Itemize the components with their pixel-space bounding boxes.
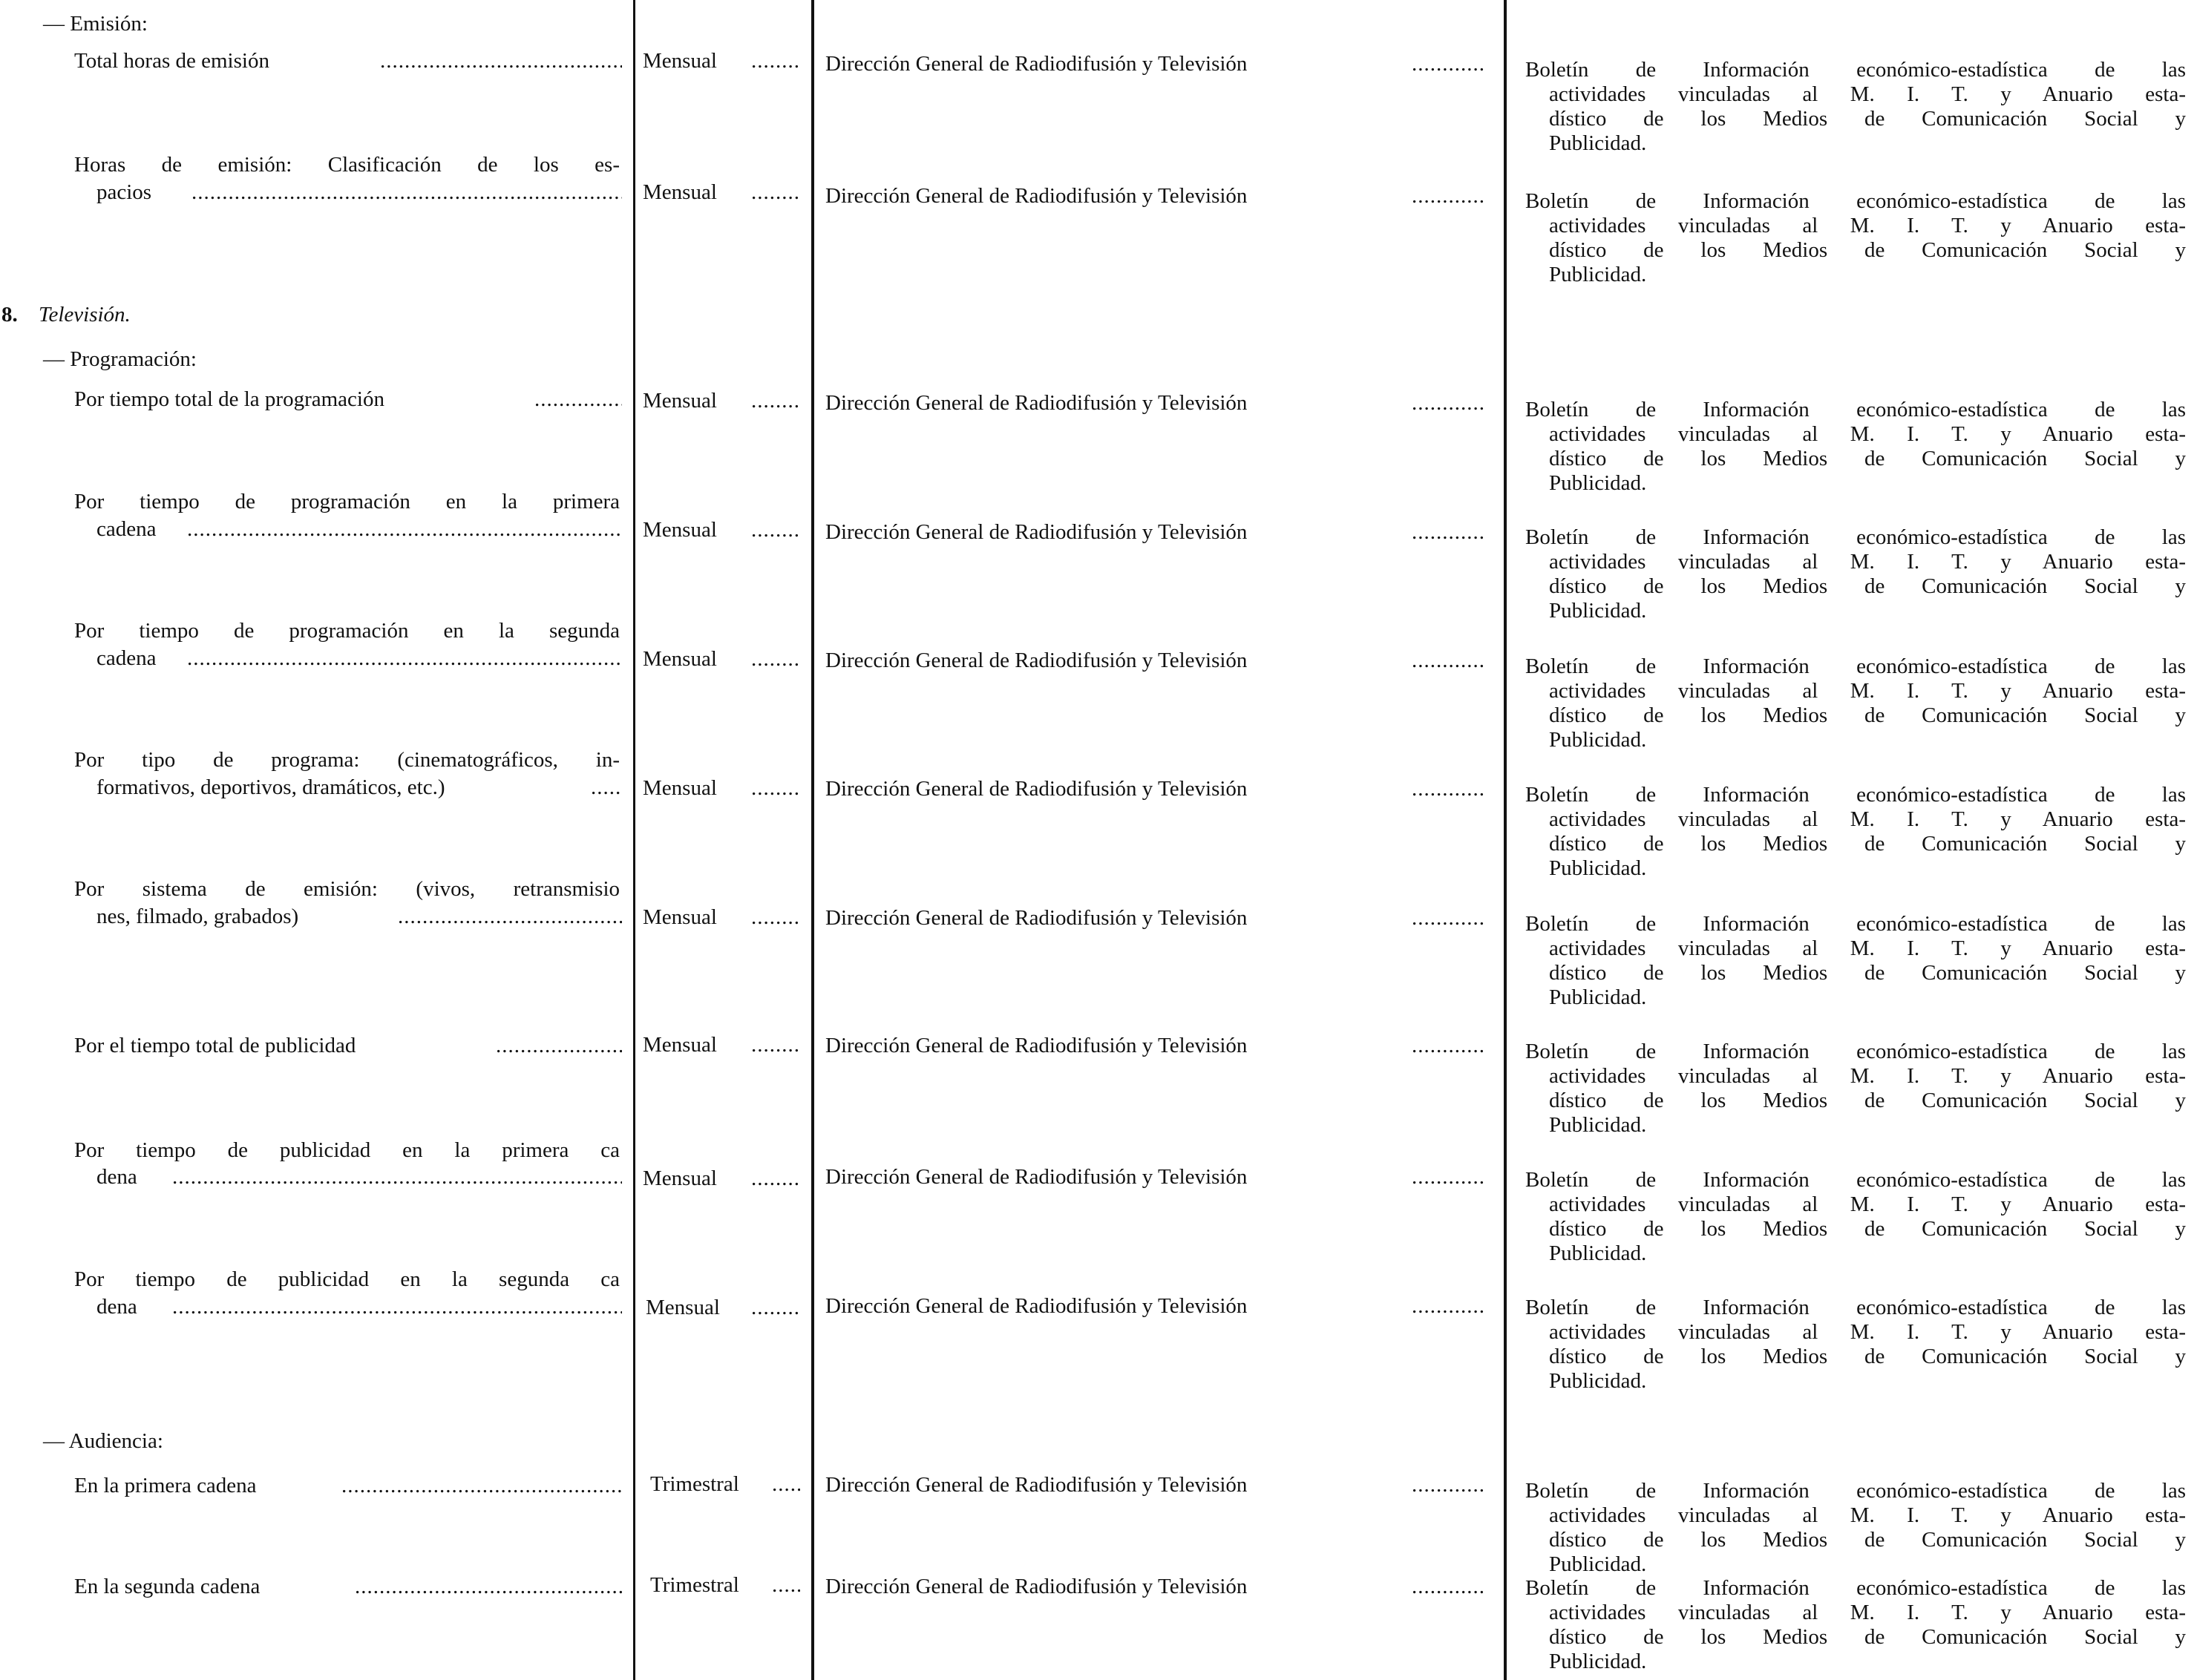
leader-dots xyxy=(380,49,622,73)
periodicity: Mensual xyxy=(643,518,717,542)
periodicity: Trimestral xyxy=(650,1573,739,1597)
organism: Dirección General de Radiodifusión y Televisión xyxy=(825,1034,1248,1057)
leader-dots xyxy=(751,1296,800,1320)
item-label-cont: dena xyxy=(96,1295,137,1319)
leader-dots xyxy=(187,517,622,542)
section-programacion: — Programación: xyxy=(43,347,197,371)
item-label-cont: cadena xyxy=(96,517,157,541)
item-label-cont: dena xyxy=(96,1165,137,1189)
leader-dots xyxy=(1412,520,1484,545)
item-label: En la segunda cadena xyxy=(74,1575,261,1598)
item-label: Horas de emisión: Clasificación de los es- xyxy=(74,153,620,177)
organism: Dirección General de Radiodifusión y Televisión xyxy=(825,52,1248,76)
leader-dots xyxy=(1412,1165,1484,1190)
section-emision: — Emisión: xyxy=(43,12,148,36)
periodicity: Mensual xyxy=(643,776,717,800)
leader-dots xyxy=(1412,391,1484,416)
periodicity: Mensual xyxy=(643,1167,717,1190)
item-label: Por tipo de programa: (cinematográficos, in- xyxy=(74,748,620,772)
organism: Dirección General de Radiodifusión y Televisión xyxy=(825,1575,1248,1598)
periodicity: Mensual xyxy=(643,389,717,413)
item-label: Por tiempo de programación en la primera xyxy=(74,490,620,513)
publication: Boletín de Información económico-estadística de las actividades vinculadas al M. I. T. y Anuario esta- dístico de los Medios de Comunicación Social y Publicidad. xyxy=(1525,525,2186,623)
leader-dots xyxy=(751,1033,800,1057)
item-label: En la primera cadena xyxy=(74,1474,257,1497)
leader-dots xyxy=(751,776,800,801)
leader-dots xyxy=(534,387,622,412)
organism: Dirección General de Radiodifusión y Televisión xyxy=(825,1165,1248,1189)
leader-dots xyxy=(772,1573,800,1598)
leader-dots xyxy=(1412,777,1484,801)
leader-dots xyxy=(751,180,800,205)
item-label: Por tiempo de programación en la segunda xyxy=(74,619,620,643)
leader-dots xyxy=(496,1034,622,1058)
periodicity: Mensual xyxy=(643,180,717,204)
section-television: Televisión. xyxy=(39,303,131,327)
leader-dots xyxy=(355,1575,622,1599)
periodicity: Mensual xyxy=(643,905,717,929)
column-rule-1 xyxy=(633,0,635,1680)
leader-dots xyxy=(1412,1294,1484,1319)
organism: Dirección General de Radiodifusión y Televisión xyxy=(825,1294,1248,1318)
organism: Dirección General de Radiodifusión y Televisión xyxy=(825,184,1248,208)
leader-dots xyxy=(591,775,622,800)
leader-dots xyxy=(172,1295,622,1319)
leader-dots xyxy=(191,180,622,205)
leader-dots xyxy=(1412,1034,1484,1058)
item-label: Por tiempo de publicidad en la primera ca xyxy=(74,1138,620,1162)
item-label: Total horas de emisión xyxy=(74,49,269,73)
publication: Boletín de Información económico-estadística de las actividades vinculadas al M. I. T. y Anuario esta- dístico de los Medios de Comunicación Social y Publicidad. xyxy=(1525,189,2186,286)
publication: Boletín de Información económico-estadística de las actividades vinculadas al M. I. T. y Anuario esta- dístico de los Medios de Comunicación Social y Publicidad. xyxy=(1525,58,2186,155)
item-label: Por el tiempo total de publicidad xyxy=(74,1034,356,1057)
periodicity: Trimestral xyxy=(650,1472,739,1496)
publication: Boletín de Información económico-estadística de las actividades vinculadas al M. I. T. y Anuario esta- dístico de los Medios de Comunicación Social y Publicidad. xyxy=(1525,654,2186,752)
leader-dots xyxy=(398,905,622,929)
column-rule-3 xyxy=(1504,0,1507,1680)
section-audiencia: — Audiencia: xyxy=(43,1429,163,1453)
publication: Boletín de Información económico-estadística de las actividades vinculadas al M. I. T. y Anuario esta- dístico de los Medios de Comunicación Social y Publicidad. xyxy=(1525,783,2186,880)
publication: Boletín de Información económico-estadística de las actividades vinculadas al M. I. T. y Anuario esta- dístico de los Medios de Comunicación Social y Publicidad. xyxy=(1525,1576,2186,1673)
organism: Dirección General de Radiodifusión y Televisión xyxy=(825,649,1248,672)
leader-dots xyxy=(1412,649,1484,673)
item-label: Por tiempo de publicidad en la segunda ca xyxy=(74,1267,620,1291)
leader-dots xyxy=(751,647,800,672)
periodicity: Mensual xyxy=(646,1296,720,1319)
organism: Dirección General de Radiodifusión y Televisión xyxy=(825,1473,1248,1497)
leader-dots xyxy=(751,905,800,930)
organism: Dirección General de Radiodifusión y Televisión xyxy=(825,520,1248,544)
organism: Dirección General de Radiodifusión y Televisión xyxy=(825,391,1248,415)
leader-dots xyxy=(1412,52,1484,76)
publication: Boletín de Información económico-estadística de las actividades vinculadas al M. I. T. y Anuario esta- dístico de los Medios de Comunicación Social y Publicidad. xyxy=(1525,1479,2186,1576)
leader-dots xyxy=(772,1472,800,1497)
section-number: 8. xyxy=(1,303,18,327)
periodicity: Mensual xyxy=(643,647,717,671)
item-label-cont: formativos, deportivos, dramáticos, etc.) xyxy=(96,775,445,799)
publication: Boletín de Información económico-estadística de las actividades vinculadas al M. I. T. y Anuario esta- dístico de los Medios de Comunicación Social y Publicidad. xyxy=(1525,1296,2186,1393)
leader-dots xyxy=(187,646,622,671)
item-label: Por sistema de emisión: (vivos, retransmisio xyxy=(74,877,620,901)
leader-dots xyxy=(751,1167,800,1191)
item-label-cont: cadena xyxy=(96,646,157,670)
leader-dots xyxy=(751,49,800,73)
periodicity: Mensual xyxy=(643,1033,717,1057)
publication: Boletín de Información económico-estadística de las actividades vinculadas al M. I. T. y Anuario esta- dístico de los Medios de Comunicación Social y Publicidad. xyxy=(1525,912,2186,1009)
organism: Dirección General de Radiodifusión y Televisión xyxy=(825,777,1248,801)
leader-dots xyxy=(1412,906,1484,931)
publication: Boletín de Información económico-estadística de las actividades vinculadas al M. I. T. y Anuario esta- dístico de los Medios de Comunicación Social y Publicidad. xyxy=(1525,1168,2186,1265)
publication: Boletín de Información económico-estadística de las actividades vinculadas al M. I. T. y Anuario esta- dístico de los Medios de Comunicación Social y Publicidad. xyxy=(1525,1040,2186,1137)
leader-dots xyxy=(751,518,800,542)
leader-dots xyxy=(1412,1575,1484,1599)
leader-dots xyxy=(1412,1473,1484,1497)
leader-dots xyxy=(751,389,800,413)
column-rule-2 xyxy=(811,0,814,1680)
organism: Dirección General de Radiodifusión y Televisión xyxy=(825,906,1248,930)
periodicity: Mensual xyxy=(643,49,717,73)
leader-dots xyxy=(1412,184,1484,209)
leader-dots xyxy=(341,1474,622,1498)
item-label: Por tiempo total de la programación xyxy=(74,387,384,411)
item-label-cont: pacios xyxy=(96,180,152,204)
leader-dots xyxy=(172,1165,622,1190)
publication: Boletín de Información económico-estadística de las actividades vinculadas al M. I. T. y Anuario esta- dístico de los Medios de Comunicación Social y Publicidad. xyxy=(1525,398,2186,495)
item-label-cont: nes, filmado, grabados) xyxy=(96,905,299,928)
